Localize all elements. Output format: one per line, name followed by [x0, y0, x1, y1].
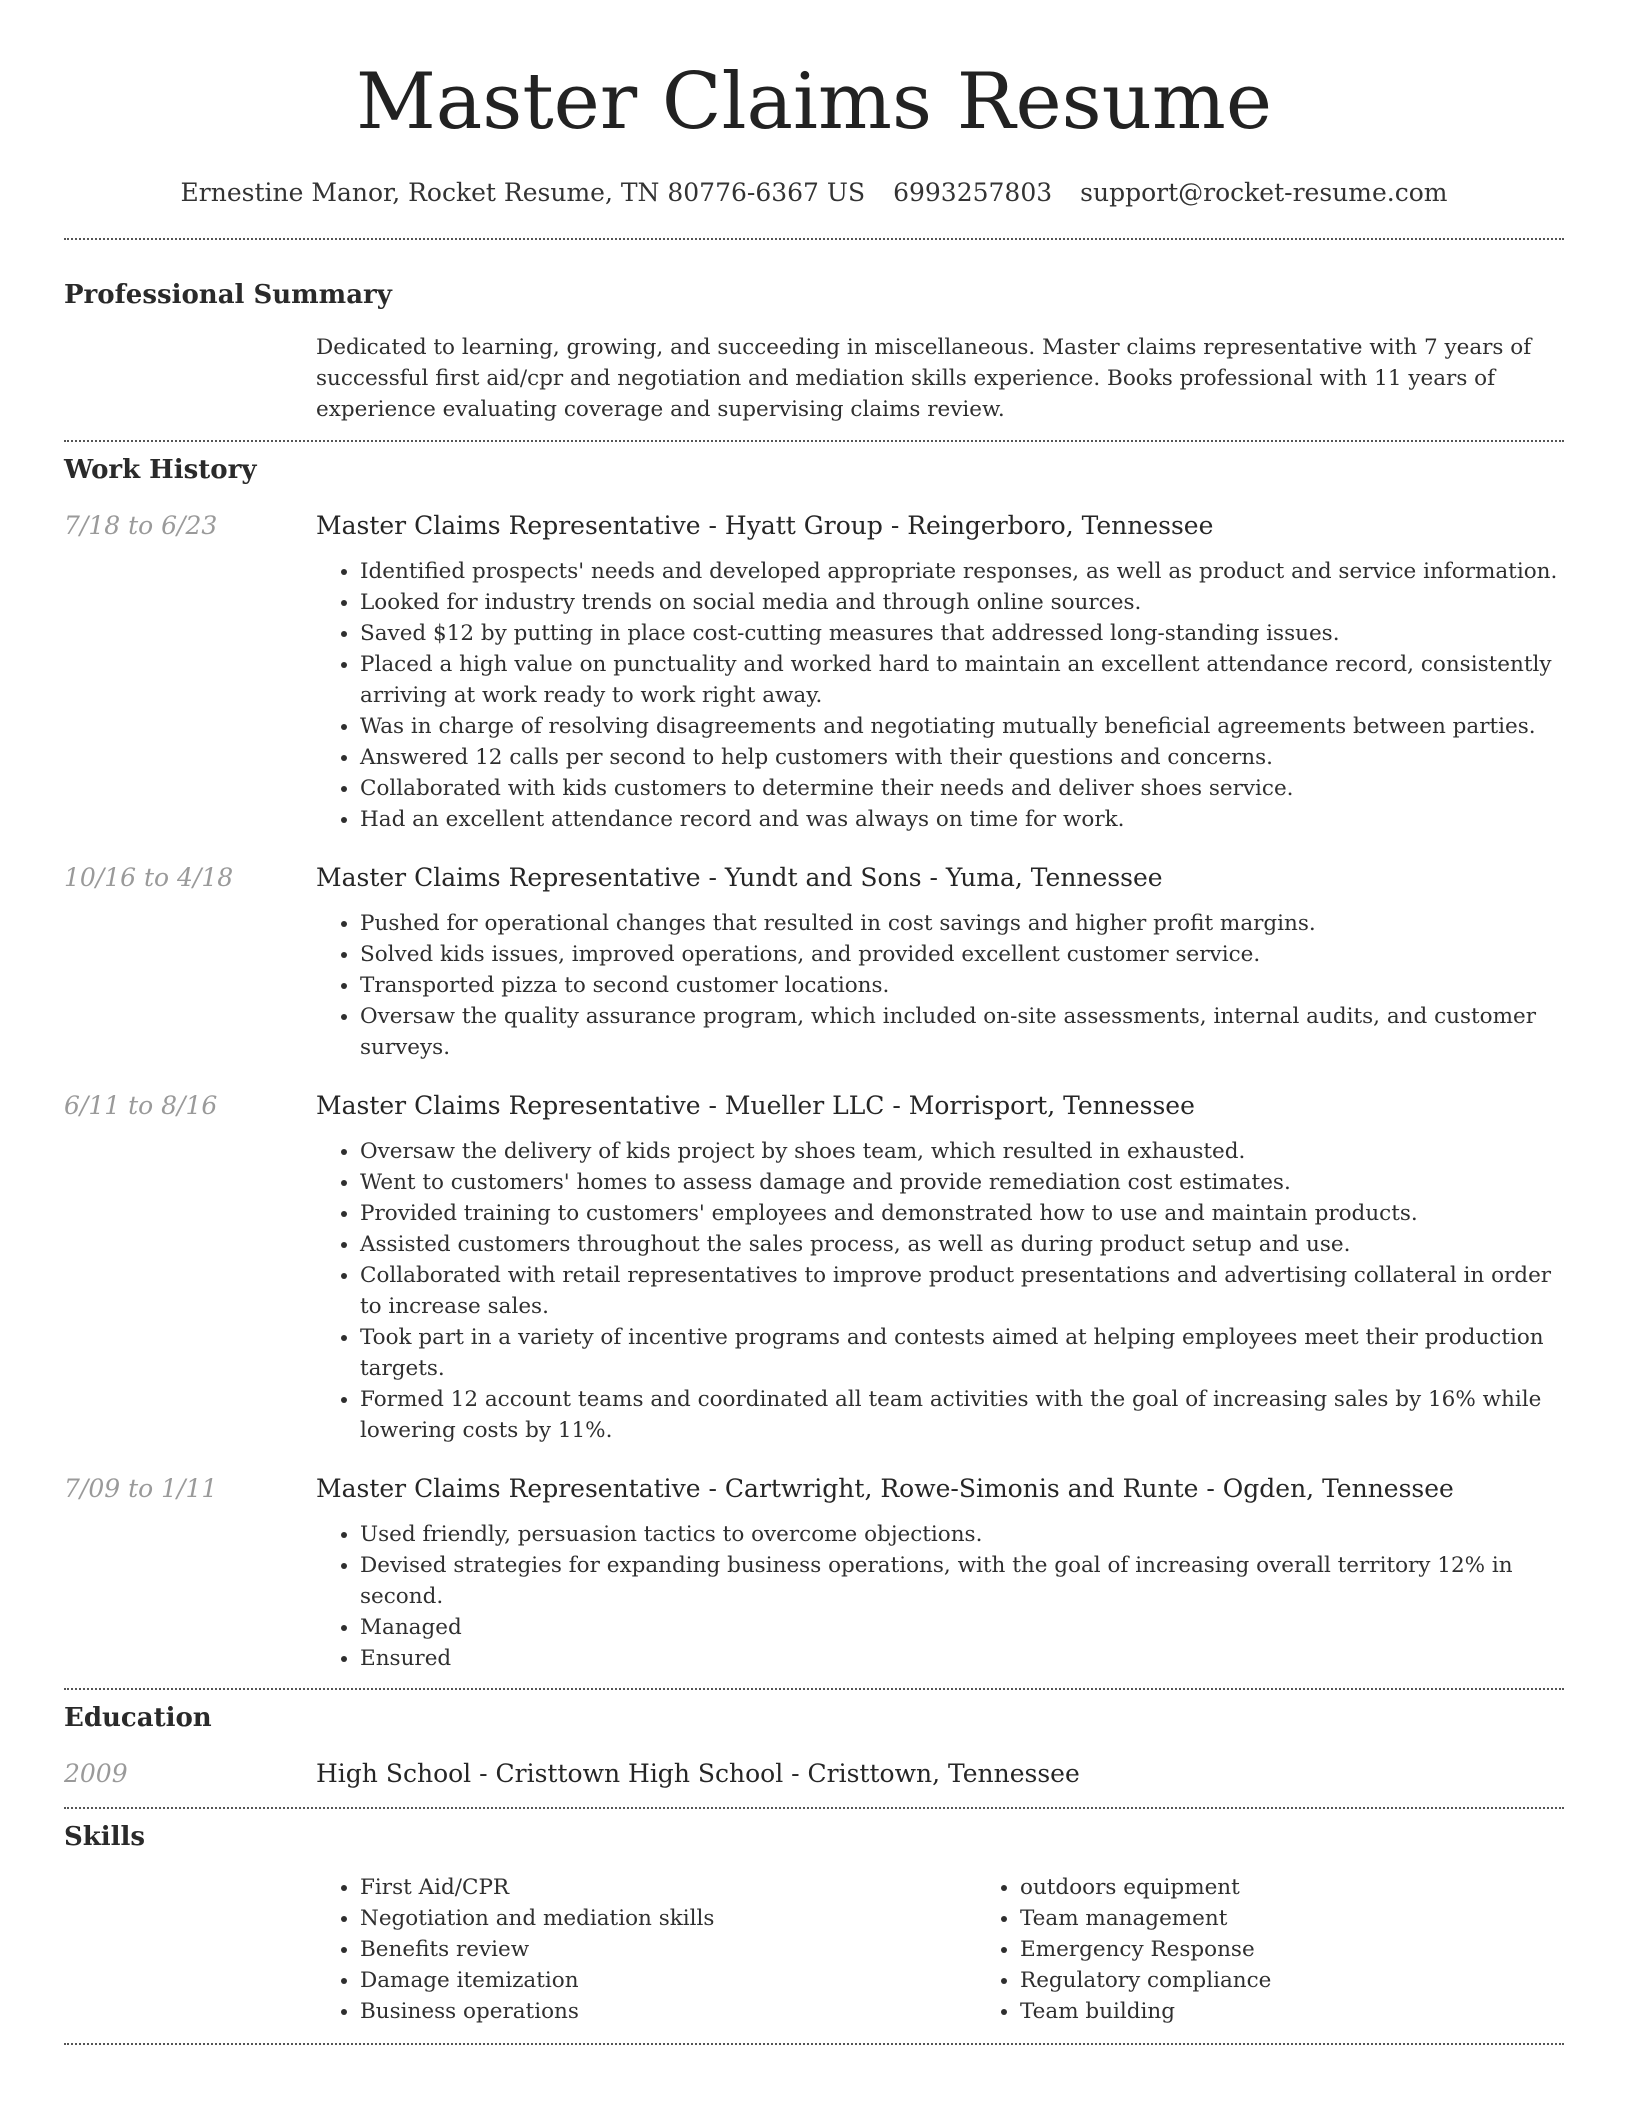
education-date: 2009 [64, 1759, 128, 1788]
list-item: • Transported pizza to second customer locations. [360, 970, 1564, 1001]
job-entry [64, 1472, 1564, 1674]
list-item: • Solved kids issues, improved operations, and provided excellent customer service. [360, 939, 1564, 970]
summary-text: Dedicated to learning, growing, and succeeding in miscellaneous. Master claims representative with 7 years of successful first aid/cpr and negotiation and mediation skills experience. Books professional with 11 years of experience evaluating coverage and supervising claims review. [316, 335, 1532, 422]
job-date: 6/11 to 8/16 [64, 1091, 218, 1120]
list-item: • Went to customers' homes to assess damage and provide remediation cost estimates. [360, 1167, 1564, 1198]
list-item: • Ensured [360, 1643, 1564, 1674]
job-title: Master Claims Representative - Mueller LLC - Morrisport, Tennessee [316, 1091, 1195, 1120]
list-item: • Used friendly, persuasion tactics to overcome objections. [360, 1519, 1564, 1550]
list-item: • Regulatory compliance [1020, 1965, 1564, 1996]
list-item: • Had an excellent attendance record and was always on time for work. [360, 804, 1564, 835]
contact-phone: 6993257803 [893, 178, 1053, 207]
list-item: • Team management [1020, 1903, 1564, 1934]
job-title: Master Claims Representative - Hyatt Group - Reingerboro, Tennessee [316, 511, 1214, 540]
job-bullets [316, 908, 1564, 1063]
divider [64, 1688, 1564, 1690]
skills-columns [316, 1872, 1564, 2027]
list-item: • Assisted customers throughout the sales process, as well as during product setup and use. [360, 1229, 1564, 1260]
list-item: • Negotiation and mediation skills [360, 1903, 976, 1934]
list-item: • Benefits review [360, 1934, 976, 1965]
education-title: High School - Cristtown High School - Cristtown, Tennessee [316, 1759, 1080, 1788]
summary-heading: Professional Summary [64, 280, 392, 310]
job-entry [64, 509, 1564, 835]
job-title: Master Claims Representative - Cartwright, Rowe-Simonis and Runte - Ogden, Tennessee [316, 1474, 1454, 1503]
divider [64, 238, 1564, 240]
list-item: • Was in charge of resolving disagreements and negotiating mutually beneficial agreements between parties. [360, 711, 1564, 742]
contact-address: Ernestine Manor, Rocket Resume, TN 80776-6367 US [180, 178, 866, 207]
list-item: • Placed a high value on punctuality and worked hard to maintain an excellent attendance record, consistently arriving at work ready to work right away. [360, 649, 1564, 711]
skills-list-right [976, 1872, 1564, 2027]
job-entry [64, 1089, 1564, 1446]
list-item: • Provided training to customers' employees and demonstrated how to use and maintain products. [360, 1198, 1564, 1229]
job-date: 7/18 to 6/23 [64, 511, 218, 540]
list-item: • Damage itemization [360, 1965, 976, 1996]
job-bullets [316, 1519, 1564, 1674]
skills-section [64, 1820, 1564, 2027]
job-title: Master Claims Representative - Yundt and Sons - Yuma, Tennessee [316, 863, 1163, 892]
divider [64, 1807, 1564, 1809]
education-section [64, 1701, 1564, 1791]
education-heading: Education [64, 1703, 212, 1733]
list-item: • Business operations [360, 1996, 976, 2027]
skills-list-left [316, 1872, 976, 2027]
job-bullets [316, 556, 1564, 835]
list-item: • outdoors equipment [1020, 1872, 1564, 1903]
job-date: 7/09 to 1/11 [64, 1474, 218, 1503]
list-item: • Oversaw the delivery of kids project by shoes team, which resulted in exhausted. [360, 1136, 1564, 1167]
contact-line [64, 176, 1564, 210]
list-item: • Emergency Response [1020, 1934, 1564, 1965]
summary-section [64, 278, 1564, 425]
skills-heading: Skills [64, 1822, 146, 1852]
list-item: • Collaborated with retail representatives to improve product presentations and advertising collateral in order to increase sales. [360, 1260, 1564, 1322]
list-item: • Pushed for operational changes that resulted in cost savings and higher profit margins. [360, 908, 1564, 939]
work-history-heading: Work History [64, 455, 257, 485]
work-history-section [64, 453, 1564, 1674]
list-item: • Identified prospects' needs and developed appropriate responses, as well as product and service information. [360, 556, 1564, 587]
list-item: • Saved $12 by putting in place cost-cutting measures that addressed long-standing issues. [360, 618, 1564, 649]
list-item: • Formed 12 account teams and coordinated all team activities with the goal of increasing sales by 16% while lowering costs by 11%. [360, 1384, 1564, 1446]
list-item: • Looked for industry trends on social media and through online sources. [360, 587, 1564, 618]
list-item: • Collaborated with kids customers to determine their needs and deliver shoes service. [360, 773, 1564, 804]
divider [64, 440, 1564, 442]
list-item: • Team building [1020, 1996, 1564, 2027]
list-item: • Took part in a variety of incentive programs and contests aimed at helping employees meet their production targets. [360, 1322, 1564, 1384]
job-entry [64, 861, 1564, 1063]
contact-email: support@rocket-resume.com [1080, 178, 1448, 207]
resume-title: Master Claims Resume [355, 57, 1273, 147]
job-bullets [316, 1136, 1564, 1446]
list-item: • First Aid/CPR [360, 1872, 976, 1903]
education-entry [64, 1757, 1564, 1791]
list-item: • Oversaw the quality assurance program, which included on-site assessments, internal audits, and customer surveys. [360, 1001, 1564, 1063]
list-item: • Answered 12 calls per second to help customers with their questions and concerns. [360, 742, 1564, 773]
divider [64, 2043, 1564, 2045]
list-item: • Managed [360, 1612, 1564, 1643]
list-item: • Devised strategies for expanding business operations, with the goal of increasing overall territory 12% in second. [360, 1550, 1564, 1612]
job-date: 10/16 to 4/18 [64, 863, 234, 892]
